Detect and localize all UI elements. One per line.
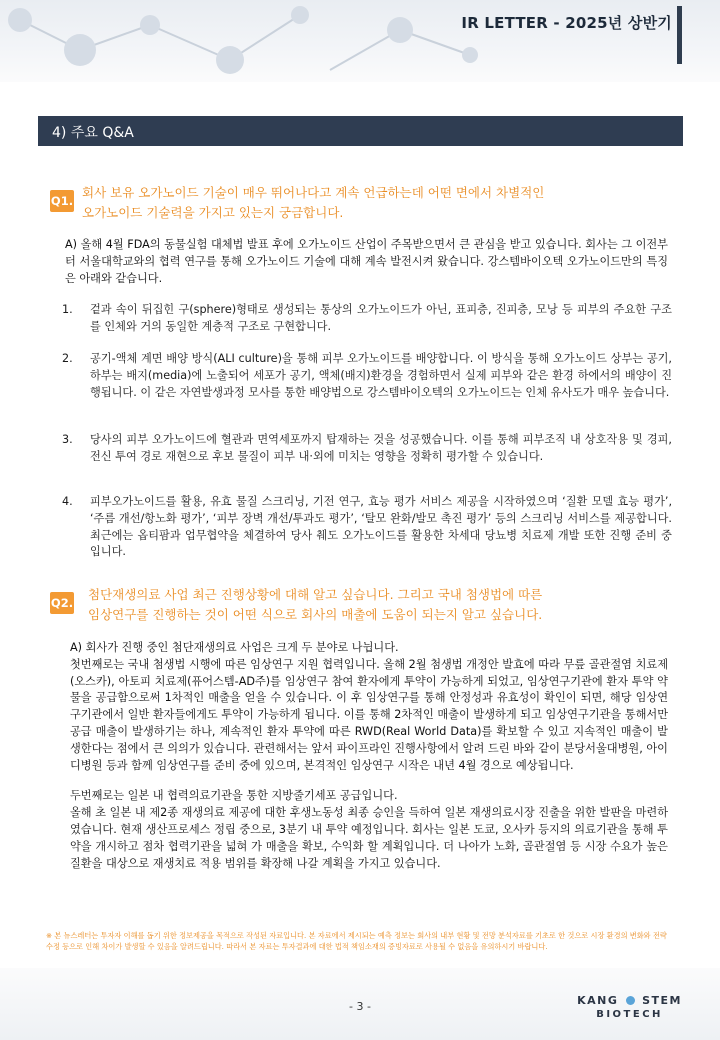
q2-answer-intro: A) 회사가 진행 중인 첨단재생의료 사업은 크게 두 분야로 나뉩니다. (70, 641, 399, 654)
section-title: 4) 주요 Q&A (52, 125, 134, 141)
disclaimer-note: ※ 본 뉴스레터는 투자자 이해를 돕기 위한 정보제공을 목적으로 작성된 자료입니다. 본 자료에서 제시되는 예측 정보는 회사의 내부 현황 및 전망 분석자료를 기초로 한 것으로 시장 환경의 변화와 전략 수정 등으로 인해 차이가 발생할 수 있음을 알려드립니다. 따라서 본 자료는 투자결과에 대한 법적 책임소재의 증빙자료로 사용될 수 없음을 유의하시기 바랍니다. (46, 931, 667, 951)
q1-question-line1: 회사 보유 오가노이드 기술이 매우 뛰어나다고 계속 언급하는데 어떤 면에서 차별적인 (82, 185, 545, 200)
q2-answer-second: 올해 초 일본 내 제2종 재생의료 제공에 대한 후생노동성 최종 승인을 득하여 일본 재생의료시장 진출을 위한 발판을 마련하였습니다. 현재 생산프로세스 정립 중으로, 3분기 내 투약 예정입니다. 회사는 일본 도쿄, 오사카 등지의 의료기관을 통해 투약을 개시하고 점차 협력기관을 넓혀 가 매출을 확보, 수익화 할 계획입니다. 더 나아가 노화, 골관절염 등 시장 수요가 높은 질환을 대상으로 재생치료 적용 범위를 확장해 나갈 계획을 가지고 있습니다. (70, 806, 668, 870)
q1-answer (65, 237, 668, 287)
q1-question (82, 183, 682, 223)
kangstem-logo-dot-icon (626, 996, 635, 1005)
section-title-bar (38, 116, 683, 146)
list-text: 겉과 속이 뒤집힌 구(sphere)형태로 생성되는 통상의 오가노이드가 아닌, 표피층, 진피층, 모낭 등 피부의 주요한 구조를 인체와 거의 동일한 계층적 구조로 구현합니다. (90, 303, 672, 333)
q1-list-item-1 (62, 302, 672, 336)
page-number: - 3 - (349, 1000, 371, 1013)
list-text: 공기-액체 계면 배양 방식(ALI culture)을 통해 피부 오가노이드를 배양합니다. 이 방식을 통해 오가노이드 상부는 공기, 하부는 배지(media)에 노출되어 세포가 공기, 액체(배지)환경을 경험하면서 실제 피부와 같은 환경 하에서의 배양이 진행됩니다. 이 같은 자연발생과정 모사를 통한 배양법으로 강스템바이오텍의 오가노이드는 인체 유사도가 매우 높습니다. (90, 352, 672, 399)
q2-question-line1: 첨단재생의료 사업 최근 진행상황에 대해 알고 싶습니다. 그리고 국내 첨생법에 따른 (88, 587, 543, 602)
q1-answer-text: A) 올해 4월 FDA의 동물실험 대체법 발표 후에 오가노이드 산업이 주목받으면서 큰 관심을 받고 있습니다. 회사는 그 이전부터 서울대학교와의 협력 연구를 통해 오가노이드 기술에 대해 계속 발전시켜 왔습니다. 강스템바이오텍 오가노이드만의 특징은 아래와 같습니다. (65, 238, 668, 285)
logo-text-stem: STEM (642, 994, 682, 1007)
q2-answer-second-title: 두번째로는 일본 내 협력의료기관을 통한 지방줄기세포 공급입니다. (70, 789, 398, 803)
q2-question (88, 585, 688, 625)
q1-list-item-4 (62, 494, 672, 561)
header-accent-bar (677, 6, 682, 64)
logo-text-kang: KANG (577, 994, 619, 1007)
list-text: 피부오가노이드를 활용, 유효 물질 스크리닝, 기전 연구, 효능 평가 서비스 제공을 시작하였으며 ‘질환 모델 효능 평가’, ‘주름 개선/항노화 평가’, ‘피부 장벽 개선/투과도 평가’, ‘탈모 완화/발모 촉진 평가’ 등의 스크리닝 서비스를 제공합니다. 최근에는 옵티팜과 업무협약을 체결하여 당사 췌도 오가노이드를 활용한 차세대 당뇨병 치료제 개발 또한 진행 준비 중입니다. (90, 495, 672, 559)
q1-list-item-3 (62, 432, 672, 466)
q2-badge: Q2. (50, 592, 74, 614)
list-number: 4. (62, 495, 73, 508)
company-logo (577, 994, 682, 1020)
list-text: 당사의 피부 오가노이드에 혈관과 면역세포까지 탑재하는 것을 성공했습니다. 이를 통해 피부조직 내 상호작용 및 경피, 전신 투여 경로 재현으로 후보 물질이 피부 내·외에 미치는 영향을 정확히 평가할 수 있습니다. (90, 433, 672, 463)
q1-badge: Q1. (50, 190, 74, 212)
list-number: 3. (62, 433, 73, 446)
header-title: IR LETTER - 2025년 상반기 (461, 14, 672, 32)
q1-question-line2: 오가노이드 기술력을 가지고 있는지 궁금합니다. (82, 205, 344, 220)
q1-list-item-2 (62, 351, 672, 401)
q2-answer-first: 첫번째로는 국내 첨생법 시행에 따른 임상연구 지원 협력입니다. 올해 2월 첨생법 개정안 발효에 따라 무릎 골관절염 치료제(오스카), 아토피 치료제(퓨어스템-AD주)를 임상연구 참여 환자에게 투약이 가능하게 되었고, 임상연구기관에 환자 투약 약물을 공급함으로써 1차적인 매출을 얻을 수 있습니다. 이 후 임상연구를 통해 안정성과 유효성이 확인이 되면, 해당 임상연구기관에서 일반 환자들에게도 투약이 가능하게 됩니다. 이를 통해 2차적인 매출이 발생하게 되고 임상연구기관을 통해서만 공급 매출이 발생하기는 하나, 계속적인 환자 투약에 따른 RWD(Real World Data)를 확보할 수 있고 지속적인 매출이 발생한다는 점에서 큰 의의가 있습니다. 관련해서는 앞서 파이프라인 진행사항에서 알려 드린 바와 같이 분당서울대병원, 아이디병원 등과 함께 임상연구를 준비 중에 있으며, 본격적인 임상연구 시작은 내년 4월 경으로 예상됩니다. (70, 657, 668, 772)
page-header (0, 0, 720, 82)
list-number: 1. (62, 303, 73, 316)
logo-text-biotech: BIOTECH (596, 1009, 663, 1020)
q2-question-line2: 임상연구를 진행하는 것이 어떤 식으로 회사의 매출에 도움이 되는지 알고 싶습니다. (88, 607, 543, 622)
list-number: 2. (62, 352, 73, 365)
q2-answer (70, 640, 668, 872)
